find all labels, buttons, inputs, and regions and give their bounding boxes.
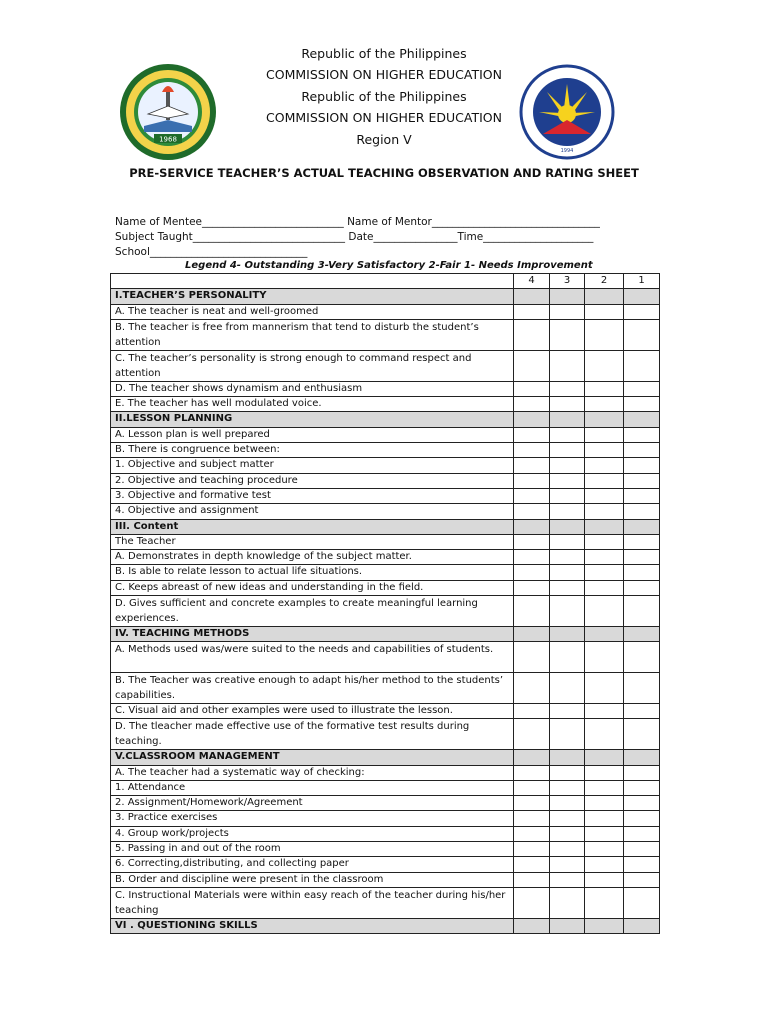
criterion-text: 6. Correcting,distributing, and collecting paper: [111, 857, 514, 872]
section-title: I.TEACHER’S PERSONALITY: [111, 289, 514, 304]
score-cell-4[interactable]: [514, 319, 550, 350]
criterion-row: [111, 672, 660, 703]
score-cell-1[interactable]: [624, 381, 660, 396]
criterion-text: 4. Group work/projects: [111, 826, 514, 841]
score-cell-2[interactable]: [585, 672, 624, 703]
score-cell-2[interactable]: [585, 596, 624, 627]
score-cell-1: [624, 519, 660, 534]
score-cell-2[interactable]: [585, 565, 624, 580]
score-cell-2[interactable]: [585, 765, 624, 780]
score-cell-2[interactable]: [585, 397, 624, 412]
score-cell-2[interactable]: [585, 719, 624, 750]
field-line-school[interactable]: School______________________________: [115, 246, 308, 258]
score-cell-3: [550, 412, 585, 427]
criterion-row: [111, 473, 660, 488]
score-cell-3[interactable]: [550, 703, 585, 718]
criterion-row: [111, 596, 660, 627]
score-cell-1[interactable]: [624, 780, 660, 795]
criterion-text: E. The teacher has well modulated voice.: [111, 397, 514, 412]
score-header-1: 1: [624, 274, 660, 289]
score-cell-1: [624, 289, 660, 304]
criterion-text: 3. Objective and formative test: [111, 488, 514, 503]
score-cell-1[interactable]: [624, 672, 660, 703]
score-cell-1[interactable]: [624, 887, 660, 918]
criterion-row: [111, 397, 660, 412]
score-cell-1[interactable]: [624, 857, 660, 872]
score-cell-2[interactable]: [585, 872, 624, 887]
score-cell-1[interactable]: [624, 596, 660, 627]
score-cell-2[interactable]: [585, 580, 624, 595]
score-cell-3[interactable]: [550, 473, 585, 488]
score-cell-3[interactable]: [550, 381, 585, 396]
score-cell-2[interactable]: [585, 381, 624, 396]
score-cell-4[interactable]: [514, 672, 550, 703]
score-cell-4[interactable]: [514, 580, 550, 595]
score-cell-4[interactable]: [514, 534, 550, 549]
section-title: V.CLASSROOM MANAGEMENT: [111, 750, 514, 765]
score-cell-1: [624, 750, 660, 765]
score-cell-2[interactable]: [585, 642, 624, 673]
score-cell-4[interactable]: [514, 304, 550, 319]
criterion-text: A. The teacher is neat and well-groomed: [111, 304, 514, 319]
criterion-row: [111, 534, 660, 549]
score-cell-4[interactable]: [514, 427, 550, 442]
criterion-text: 5. Passing in and out of the room: [111, 842, 514, 857]
criterion-text: D. Gives sufficient and concrete examples to create meaningful learning experiences.: [111, 596, 514, 627]
criterion-row: [111, 304, 660, 319]
section-header-row: [111, 412, 660, 427]
criterion-row: [111, 550, 660, 565]
score-cell-4[interactable]: [514, 887, 550, 918]
right-logo-year: 1994: [560, 148, 574, 154]
criterion-row: [111, 350, 660, 381]
section-title: II.LESSON PLANNING: [111, 412, 514, 427]
score-cell-4[interactable]: [514, 826, 550, 841]
score-cell-1[interactable]: [624, 504, 660, 519]
score-cell-4[interactable]: [514, 550, 550, 565]
score-cell-2: [585, 918, 624, 933]
left-logo-year: 1968: [159, 135, 177, 144]
criterion-text: C. Keeps abreast of new ideas and understanding in the field.: [111, 580, 514, 595]
score-cell-4: [514, 289, 550, 304]
score-cell-1[interactable]: [624, 473, 660, 488]
criterion-text: B. The Teacher was creative enough to adapt his/her method to the students’ capabilities.: [111, 672, 514, 703]
section-header-row: [111, 289, 660, 304]
score-cell-3[interactable]: [550, 642, 585, 673]
criterion-row: [111, 488, 660, 503]
score-cell-3[interactable]: [550, 857, 585, 872]
score-cell-2: [585, 750, 624, 765]
criterion-text: The Teacher: [111, 534, 514, 549]
section-header-row: [111, 627, 660, 642]
score-cell-4: [514, 627, 550, 642]
score-cell-1[interactable]: [624, 719, 660, 750]
criterion-text: 1. Objective and subject matter: [111, 458, 514, 473]
score-cell-1[interactable]: [624, 304, 660, 319]
score-cell-2[interactable]: [585, 842, 624, 857]
score-cell-1[interactable]: [624, 872, 660, 887]
criterion-row: [111, 826, 660, 841]
score-cell-1[interactable]: [624, 565, 660, 580]
score-cell-2[interactable]: [585, 350, 624, 381]
score-cell-4[interactable]: [514, 596, 550, 627]
score-cell-3[interactable]: [550, 842, 585, 857]
score-cell-1[interactable]: [624, 488, 660, 503]
score-cell-3[interactable]: [550, 872, 585, 887]
score-cell-3[interactable]: [550, 765, 585, 780]
criterion-text: 2. Objective and teaching procedure: [111, 473, 514, 488]
score-cell-3[interactable]: [550, 887, 585, 918]
score-cell-1[interactable]: [624, 427, 660, 442]
header-line-1: Republic of the Philippines: [301, 46, 467, 61]
criterion-row: [111, 872, 660, 887]
score-cell-2[interactable]: [585, 811, 624, 826]
criterion-row: [111, 857, 660, 872]
score-cell-2[interactable]: [585, 473, 624, 488]
score-cell-1[interactable]: [624, 811, 660, 826]
criterion-text: C. Visual aid and other examples were used to illustrate the lesson.: [111, 703, 514, 718]
score-cell-3[interactable]: [550, 796, 585, 811]
score-cell-2[interactable]: [585, 796, 624, 811]
score-cell-3[interactable]: [550, 443, 585, 458]
score-cell-3[interactable]: [550, 504, 585, 519]
header-line-5: Region V: [356, 132, 412, 147]
score-cell-1[interactable]: [624, 397, 660, 412]
score-cell-2: [585, 627, 624, 642]
criterion-row: [111, 796, 660, 811]
score-cell-3: [550, 750, 585, 765]
criterion-row: [111, 565, 660, 580]
score-cell-1[interactable]: [624, 703, 660, 718]
criterion-row: [111, 780, 660, 795]
score-cell-4[interactable]: [514, 350, 550, 381]
criterion-text: 1. Attendance: [111, 780, 514, 795]
criterion-row: [111, 719, 660, 750]
criterion-row: [111, 580, 660, 595]
section-header-row: [111, 918, 660, 933]
score-cell-3[interactable]: [550, 719, 585, 750]
criterion-text: B. Is able to relate lesson to actual life situations.: [111, 565, 514, 580]
score-cell-1[interactable]: [624, 550, 660, 565]
header-line-2: COMMISSION ON HIGHER EDUCATION: [266, 67, 502, 82]
section-header-row: [111, 519, 660, 534]
score-cell-3: [550, 289, 585, 304]
criterion-row: [111, 887, 660, 918]
score-header-row: [111, 274, 660, 289]
form-title: PRE-SERVICE TEACHER’S ACTUAL TEACHING OBSERVATION AND RATING SHEET: [129, 166, 639, 180]
score-cell-4: [514, 750, 550, 765]
score-cell-1[interactable]: [624, 350, 660, 381]
criterion-row: [111, 703, 660, 718]
score-cell-3: [550, 918, 585, 933]
criterion-text: 3. Practice exercises: [111, 811, 514, 826]
score-cell-1: [624, 627, 660, 642]
criterion-row: [111, 319, 660, 350]
criterion-row: [111, 504, 660, 519]
score-cell-4[interactable]: [514, 842, 550, 857]
score-cell-1[interactable]: [624, 842, 660, 857]
criterion-row: [111, 642, 660, 673]
score-cell-4[interactable]: [514, 565, 550, 580]
criterion-row: [111, 811, 660, 826]
score-cell-4[interactable]: [514, 811, 550, 826]
score-cell-1: [624, 412, 660, 427]
score-cell-3[interactable]: [550, 319, 585, 350]
score-cell-1[interactable]: [624, 443, 660, 458]
criterion-text: D. The tleacher made effective use of the formative test results during teaching.: [111, 719, 514, 750]
criterion-row: [111, 842, 660, 857]
criterion-row: [111, 458, 660, 473]
score-cell-4[interactable]: [514, 504, 550, 519]
score-cell-2: [585, 519, 624, 534]
score-cell-3[interactable]: [550, 488, 585, 503]
score-cell-1[interactable]: [624, 796, 660, 811]
score-cell-3[interactable]: [550, 596, 585, 627]
score-cell-1: [624, 918, 660, 933]
score-cell-2[interactable]: [585, 703, 624, 718]
score-cell-4[interactable]: [514, 397, 550, 412]
score-cell-3[interactable]: [550, 534, 585, 549]
score-cell-3[interactable]: [550, 565, 585, 580]
score-cell-3[interactable]: [550, 397, 585, 412]
score-cell-2[interactable]: [585, 504, 624, 519]
rating-table: [110, 273, 660, 934]
score-cell-4[interactable]: [514, 458, 550, 473]
criterion-text: 2. Assignment/Homework/Agreement: [111, 796, 514, 811]
score-cell-3[interactable]: [550, 458, 585, 473]
section-header-row: [111, 750, 660, 765]
score-cell-4[interactable]: [514, 381, 550, 396]
criterion-text: A. The teacher had a systematic way of checking:: [111, 765, 514, 780]
score-cell-4[interactable]: [514, 488, 550, 503]
rating-legend: Legend 4- Outstanding 3-Very Satisfactory 2-Fair 1- Needs Improvement: [185, 260, 593, 271]
score-header-2: 2: [585, 274, 624, 289]
score-cell-3: [550, 627, 585, 642]
criterion-text: C. Instructional Materials were within easy reach of the teacher during his/her teaching: [111, 887, 514, 918]
field-line-mentee-mentor[interactable]: Name of Mentee___________________________ Name of Mentor________________________________: [115, 216, 600, 228]
score-cell-3[interactable]: [550, 672, 585, 703]
score-cell-1[interactable]: [624, 458, 660, 473]
score-cell-2[interactable]: [585, 826, 624, 841]
score-cell-4[interactable]: [514, 443, 550, 458]
header-line-4: COMMISSION ON HIGHER EDUCATION: [266, 110, 502, 125]
score-cell-3[interactable]: [550, 350, 585, 381]
score-cell-4[interactable]: [514, 642, 550, 673]
score-cell-1[interactable]: [624, 580, 660, 595]
section-title: IV. TEACHING METHODS: [111, 627, 514, 642]
header-blank-cell: [111, 274, 514, 289]
criterion-text: 4. Objective and assignment: [111, 504, 514, 519]
score-cell-2[interactable]: [585, 887, 624, 918]
score-cell-4[interactable]: [514, 719, 550, 750]
score-cell-3[interactable]: [550, 427, 585, 442]
score-cell-4[interactable]: [514, 796, 550, 811]
score-cell-2[interactable]: [585, 488, 624, 503]
score-cell-4[interactable]: [514, 473, 550, 488]
criterion-text: D. The teacher shows dynamism and enthusiasm: [111, 381, 514, 396]
score-cell-4[interactable]: [514, 857, 550, 872]
score-header-3: 3: [550, 274, 585, 289]
score-cell-4[interactable]: [514, 780, 550, 795]
criterion-text: A. Demonstrates in depth knowledge of the subject matter.: [111, 550, 514, 565]
score-cell-3[interactable]: [550, 811, 585, 826]
score-cell-4[interactable]: [514, 872, 550, 887]
score-cell-2[interactable]: [585, 427, 624, 442]
score-cell-2[interactable]: [585, 857, 624, 872]
score-cell-1[interactable]: [624, 642, 660, 673]
score-cell-3: [550, 519, 585, 534]
score-cell-3[interactable]: [550, 826, 585, 841]
score-cell-4: [514, 918, 550, 933]
score-cell-2[interactable]: [585, 458, 624, 473]
score-cell-4: [514, 519, 550, 534]
criterion-text: C. The teacher’s personality is strong enough to command respect and attention: [111, 350, 514, 381]
criterion-text: B. There is congruence between:: [111, 443, 514, 458]
score-cell-1[interactable]: [624, 319, 660, 350]
header-line-3: Republic of the Philippines: [301, 89, 467, 104]
score-cell-2[interactable]: [585, 780, 624, 795]
criterion-row: [111, 443, 660, 458]
score-cell-4[interactable]: [514, 765, 550, 780]
score-cell-3[interactable]: [550, 550, 585, 565]
score-cell-2[interactable]: [585, 443, 624, 458]
criterion-text: A. Methods used was/were suited to the needs and capabilities of students.: [111, 642, 514, 673]
score-cell-4: [514, 412, 550, 427]
score-cell-3[interactable]: [550, 304, 585, 319]
score-cell-3[interactable]: [550, 780, 585, 795]
criterion-text: B. The teacher is free from mannerism that tend to disturb the student’s attention: [111, 319, 514, 350]
score-cell-2[interactable]: [585, 534, 624, 549]
score-cell-1[interactable]: [624, 826, 660, 841]
score-cell-4[interactable]: [514, 703, 550, 718]
score-cell-2[interactable]: [585, 304, 624, 319]
score-cell-2[interactable]: [585, 550, 624, 565]
criterion-text: A. Lesson plan is well prepared: [111, 427, 514, 442]
criterion-text: B. Order and discipline were present in the classroom: [111, 872, 514, 887]
criterion-row: [111, 381, 660, 396]
section-title: VI . QUESTIONING SKILLS: [111, 918, 514, 933]
score-header-4: 4: [514, 274, 550, 289]
score-cell-1[interactable]: [624, 765, 660, 780]
criterion-row: [111, 765, 660, 780]
section-title: III. Content: [111, 519, 514, 534]
field-line-subject-date-time[interactable]: Subject Taught_____________________________ Date________________Time_____________________: [115, 231, 594, 243]
score-cell-3[interactable]: [550, 580, 585, 595]
score-cell-2[interactable]: [585, 319, 624, 350]
criterion-row: [111, 427, 660, 442]
score-cell-2: [585, 289, 624, 304]
score-cell-2: [585, 412, 624, 427]
score-cell-1[interactable]: [624, 534, 660, 549]
